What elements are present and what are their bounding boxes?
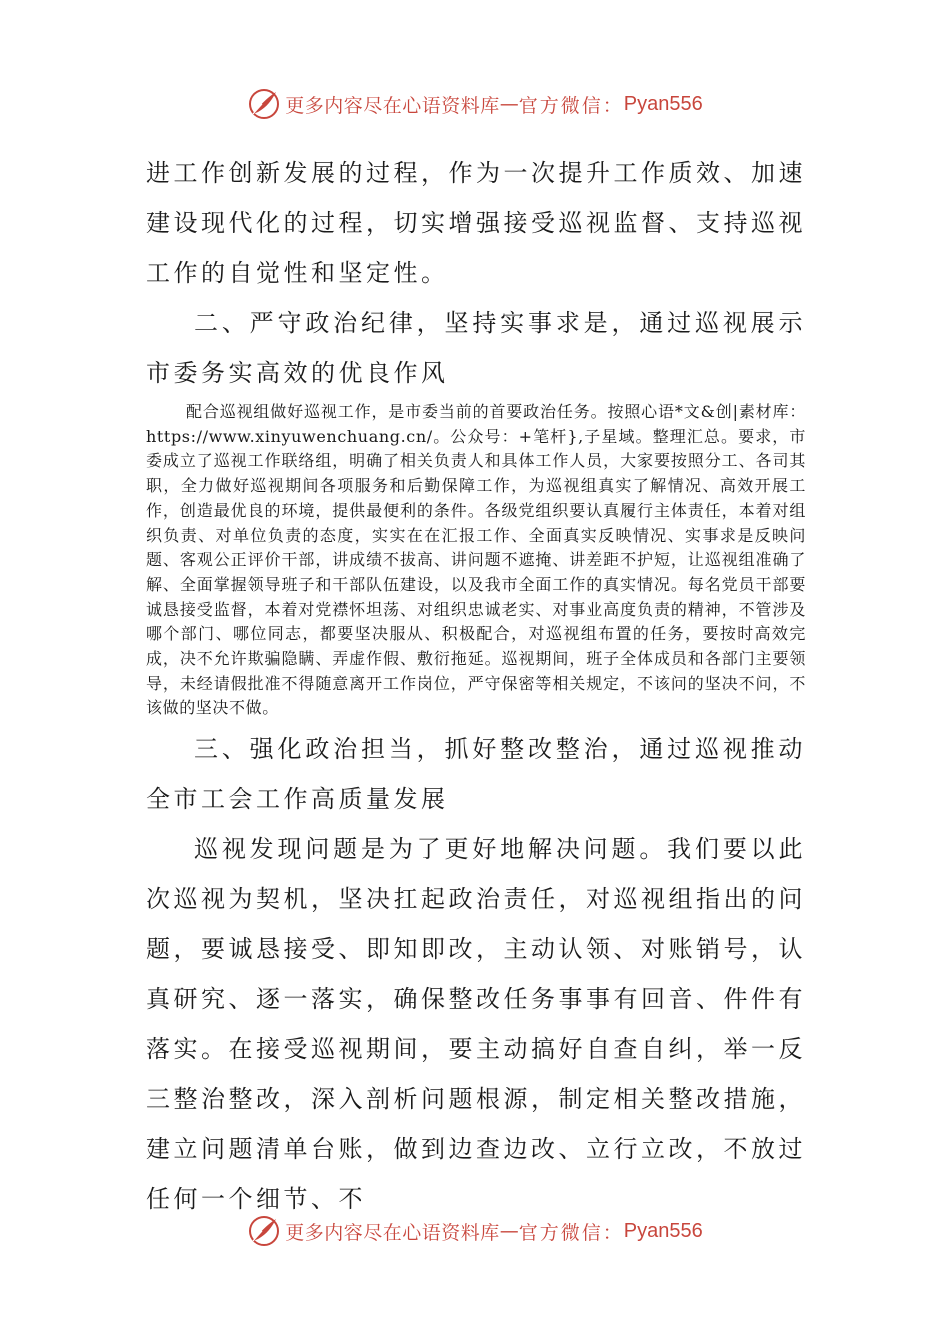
- wechat-label: 官方微信：: [518, 94, 624, 117]
- footer-banner: [0, 1211, 950, 1251]
- paragraph-continued: 进工作创新发展的过程，作为一次提升工作质效、加速建设现代化的过程，切实增强接受巡视监督、支持巡视工作的自觉性和坚定性。: [146, 159, 806, 287]
- wechat-id: Pyan556: [623, 92, 703, 115]
- document-body: [146, 148, 806, 1224]
- quill-logo-icon: [247, 1214, 281, 1248]
- paragraph-section-2: 配合巡视组做好巡视工作，是市委当前的首要政治任务。按照心语*文&创|素材库：https://www.xinyuwenchuang.cn/。公众号：+笔杆},子星域。整理汇总。要求，市委成立了巡视工作联络组，明确了相关负责人和具体工作人员，大家要按照分工、各司其职，全力做好巡视期间各项服务和后勤保障工作，为巡视组真实了解情况、高效开展工作，创造最优良的环境，提供最便利的条件。各级党组织要认真履行主体责任，本着对组织负责、对单位负责的态度，实实在在汇报工作、全面真实反映情况、实事求是反映问题、客观公正评价干部，讲成绩不拔高、讲问题不遮掩、讲差距不护短，让巡视组准确了解、全面掌握领导班子和干部队伍建设，以及我市全面工作的真实情况。每名党员干部要诚恳接受监督，本着对党襟怀坦荡、对组织忠诚老实、对事业高度负责的精神，不管涉及哪个部门、哪位同志，都要坚决服从、积极配合，对巡视组布置的任务，要按时高效完成，决不允许欺骗隐瞒、弄虚作假、敷衍拖延。巡视期间，班子全体成员和各部门主要领导，未经请假批准不得随意离开工作岗位，严守保密等相关规定，不该问的坚决不问，不该做的坚决不做。: [146, 402, 806, 718]
- banner-dash: —: [499, 93, 519, 115]
- header-banner: [0, 84, 950, 124]
- banner-dash: —: [499, 1220, 519, 1242]
- section-heading-3: 三、强化政治担当，抓好整改整治，通过巡视推动全市工会工作高质量发展: [146, 735, 806, 814]
- brand-text: 更多内容尽在心语资料库: [285, 94, 500, 117]
- section-heading-2: 二、严守政治纪律，坚持实事求是，通过巡视展示市委务实高效的优良作风: [146, 309, 806, 387]
- wechat-id: Pyan556: [623, 1219, 703, 1242]
- brand-text: 更多内容尽在心语资料库: [285, 1221, 500, 1244]
- paragraph-section-3: 巡视发现问题是为了更好地解决问题。我们要以此次巡视为契机，坚决扛起政治责任，对巡视组指出的问题，要诚恳接受、即知即改，主动认领、对账销号，认真研究、逐一落实，确保整改任务事事有回音、件件有落实。在接受巡视期间，要主动搞好自查自纠，举一反三整治整改，深入剖析问题根源，制定相关整改措施，建立问题清单台账，做到边查边改、立行立改，不放过任何一个细节、不: [146, 835, 806, 1214]
- quill-logo-icon: [247, 87, 281, 121]
- wechat-label: 官方微信：: [518, 1221, 624, 1244]
